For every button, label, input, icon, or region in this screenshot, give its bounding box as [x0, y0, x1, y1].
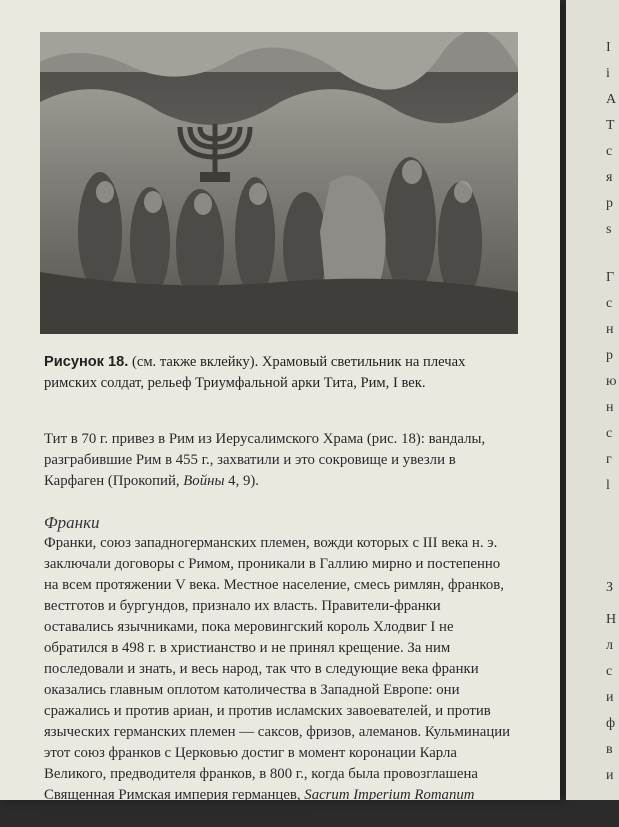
adjacent-page-fragment: г	[606, 452, 612, 467]
adjacent-page-fragment: c	[606, 426, 613, 441]
figure-caption	[44, 352, 512, 394]
adjacent-page-fragment: я	[606, 170, 613, 185]
adjacent-page-fragment: и	[606, 690, 614, 705]
adjacent-page-fragment: в	[606, 742, 613, 757]
adjacent-page-fragment: T	[606, 118, 615, 133]
section-heading: Франки	[44, 513, 100, 532]
adjacent-page-fragment: Н	[606, 612, 617, 627]
adjacent-page-fragment: с	[606, 296, 613, 311]
adjacent-page-fragment: s	[606, 222, 612, 237]
adjacent-page-fragment: A	[606, 92, 617, 107]
adjacent-page-fragment: с	[606, 144, 613, 159]
adjacent-page-edge	[566, 0, 619, 800]
adjacent-page-fragment: i	[606, 66, 610, 81]
adjacent-page-fragment: ю	[606, 374, 617, 389]
adjacent-page-fragment: l	[606, 478, 610, 493]
paragraph-1	[44, 429, 514, 492]
adjacent-page-fragment: л	[606, 638, 613, 653]
section-text-end: , она же империя Каролингов.	[121, 808, 310, 824]
adjacent-page-fragment: ф	[606, 716, 616, 731]
adjacent-page-fragment: p	[606, 196, 613, 211]
section-italic-term: Sacrum Imperium Romanum Germanicum	[44, 787, 475, 824]
relief-photo	[40, 32, 518, 334]
paragraph-1-text-end: 4, 9).	[224, 473, 259, 489]
figure-label: Рисунок 18.	[44, 354, 129, 370]
section-paragraph	[44, 533, 514, 827]
arch-relief-illustration	[40, 32, 518, 334]
adjacent-page-fragment: I	[606, 40, 611, 55]
adjacent-page-fragment: с	[606, 664, 613, 679]
adjacent-page-fragment: н	[606, 400, 614, 415]
paragraph-1-text: Тит в 70 г. привез в Рим из Иерусалимского Храма (рис. 18): вандалы, разграбившие Рим в 455 г., захватили и это сокровище и увезли в Карфаген (Прокопий,	[44, 431, 486, 489]
paragraph-1-italic: Войны	[183, 473, 225, 489]
adjacent-page-fragment: н	[606, 322, 614, 337]
adjacent-page-fragment: З	[606, 580, 614, 595]
adjacent-page-fragment: Г	[606, 270, 615, 285]
adjacent-page-fragment: p	[606, 348, 613, 363]
adjacent-page-fragment: и	[606, 768, 614, 783]
figure-caption-text: (см. также вклейку). Храмовый светильник на плечах римских солдат, рельеф Триумфальной арки Тита, Рим, I век.	[44, 354, 466, 391]
section-text: Франки, союз западногерманских племен, вожди которых с III века н. э. заключали договоры с Римом, проникали в Галлию мирно и постепенно на всем протяжении V века. Местное население, смесь римлян, франков, вестготов и бургундов, признало их власть. Правители-франки оставались язычниками, пока меровингский король Хлодвиг I не обратился в 498 г. в христианство и не принял крещение. За ним последовали и знать, и весь народ, так что в следующие века франки оказались главным оплотом католичества в Западной Европе: они сражались и против ариан, и против исламских завоевателей, и против языческих германских племен — саксов, фризов, алеманов. Кульминации этот союз франков с Церковью достиг в момент коронации Карла Великого, предводителя франков, в 800 г., когда была провозглашена Священная Римская империя германцев,	[44, 535, 511, 803]
